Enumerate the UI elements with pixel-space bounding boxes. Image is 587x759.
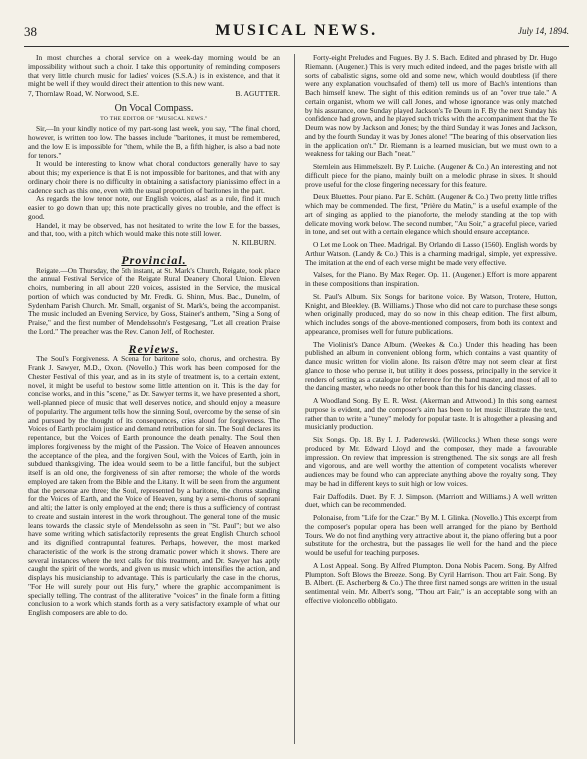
letter-signature	[28, 90, 280, 99]
page-number: 38	[24, 24, 37, 39]
section-subheading: TO THE EDITOR OF "MUSICAL NEWS."	[100, 115, 208, 122]
letter-author: B. AGUTTER.	[235, 89, 280, 98]
review-paragraph: Six Songs. Op. 18. By I. J. Paderewski. (Willcocks.) When these songs were produced by Mr. Edward Lloyd and the composer, they made a favourable impression. On review that impression is strengthened. The six songs are all fresh and vigorous, and are well worthy the attention of competent vocalists wherever audiences may be found who can appreciate anything above the royalty song. They may be had in different keys to suit high or low voices.	[305, 435, 557, 488]
section-heading: On Vocal Compass.	[114, 102, 194, 114]
letter-paragraph: In most churches a choral service on a week-day morning would be an impossibility without such a choir. I take this opportunity of reminding composers that very little church music for ladies' voices (S.S.A.) is in existence, and that it might be well if they would direct their attention to this new want.	[28, 53, 280, 89]
review-paragraph: Valses, for the Piano. By Max Reger. Op. 11. (Augener.) Effort is more apparent in these compositions than inspiration.	[305, 270, 557, 288]
section-heading-reviews: Reviews.	[128, 341, 180, 356]
column-divider	[294, 54, 295, 744]
review-paragraph: A Lost Appeal. Song. By Alfred Plumpton. Dona Nobis Pacem. Song. By Alfred Plumpton. Soft Blows the Breeze. Song. By Cyril Harrison. Thou art Fair. Song. By B. Albert. (E. Ascherberg & Co.) The three first named songs are written in the usual sentimental vein. Mr. Albert's song, "Thou art Fair," is an acceptable song with an effective violoncello obbligato.	[305, 560, 557, 605]
letter-paragraph: Sir,—In your kindly notice of my part-song last week, you say, "The final chord, however, is written too low. The basses include "baritones, it must be remembered, and the low E is impossible for "them, while the B, a fifth higher, is also a bad note for tenors."	[28, 124, 280, 160]
section-heading-provincial: Provincial.	[121, 252, 187, 267]
review-paragraph: The Soul's Forgiveness. A Scena for baritone solo, chorus, and orchestra. By Frank J. Sawyer, M.D., Oxon. (Novello.) This work has been composed for the Chester Festival of this year, and as in its style of treatment is, to a certain extent, novel, it might be useful to bestow some little attention on it. This is the day for concise works, and in this "scene," as Dr. Sawyer terms it, we have presented a short, well-planned piece of music that well deserves notice, and should enjoy a measure of popularity. The argument tells how the sinning Soul, overcome by the sense of sin and pursued by the thought of its consequences, cries aloud for forgiveness. The Voices of Earth proclaim justice and demand retribution for sin. The Soul declares its repentance, but the Voices of Earth pronounce the death penalty. The Soul then implores forgiveness by the might of the Passion. The Voice of Heaven announces the acceptance of the plea, and the forgiven Soul, with the Voices of Earth, join in subdued thanksgiving. The idea would seem to be a little fanciful, but the subject itself is an old one, the forgiveness of sin after remorse; the whole of the words employed are taken from the Bible and the Litany. It will be seen from the argument that the personæ are three; the Soul, represented by a baritone, the chorus standing for the Voices of Earth, and the Voice of Heaven, sung by a semi-chorus of soprani and alti; the latter is only employed at the end; there is thus a sufficiency of contrast to create and sustain interest in the work throughout. The general tone of the music leans towards the classic style of Mendelssohn as seen in "St. Paul"; but we also have some writing which satisfactorily represents the great English Church school and its dignified contrapuntal features. Perhaps, however, the most marked characteristic of the work is the strong dramatic power which it shows. There are several instances where the text calls for this treatment, and Dr. Sawyer has aptly caught the spirit of the words, and given us music which intensifies the action, and displays his musicianship to advantage. This is particularly the case in the chorus, "For He will surely pour out His fury," where the graphic accompaniment is specially telling. The contrast of the alliterative "voices" in the finale form a fitting conclusion to a work which stands forth as a very satisfactory example of what our English composers are able to do.	[28, 354, 280, 617]
masthead-title: MUSICAL NEWS.	[215, 22, 378, 39]
review-paragraph: Deux Bluettes. Pour piano. Par E. Schütt. (Augener & Co.) Two pretty little trifles which may be commended. The first, "Prière du Matin," is a useful example of the art of singing as applied to the pianoforte, the melody standing at the top with delicate moving work below. The second number, "Au Soir," a graceful piece, varied in tone, and set out with a certain elegance which should ensure acceptance.	[305, 192, 557, 237]
header-rule	[24, 46, 569, 47]
review-paragraph: The Violinist's Dance Album. (Weekes & Co.) Under this heading has been published an album in convenient oblong form, which contains a vast quantity of dance music written for violin alone. Its raison d'être may not seem clear at first glance to those who peruse it, but utility it does possess, principally in the service it renders of setting as a catalogue for reference for the band master, and most of all to the dancing master, who needs no other book than this for his dancing classes.	[305, 339, 557, 393]
review-paragraph: Fair Daffodils. Duet. By F. J. Simpson. (Marriott and Williams.) A well written duet, which can be recommended.	[305, 491, 557, 510]
right-column	[305, 54, 557, 606]
letter-paragraph: Handel, it may be observed, has not hesitated to write the low E for the basses, and that, too, with a pitch which would make this note still lower.	[28, 220, 280, 239]
review-paragraph: O Let me Look on Thee. Madrigal. By Orlando di Lasso (1560). English words by Arthur Watson. (Landy & Co.) This is a charming madrigal, simple, yet expressive. The imitation at the end of each verse might be made very effective.	[305, 240, 557, 267]
letter-address: 7, Thornlaw Road, W. Norwood, S.E.	[28, 89, 139, 98]
letter-paragraph: As regards the low tenor note, our English voices, alas! as a rule, find it much easier to go down than up; this note practically gives no trouble, and the effect is good.	[28, 194, 280, 221]
letter-author: N. KILBURN.	[232, 238, 276, 247]
review-paragraph: Sternlein aus Himmelszelt. By P. Luiche. (Augener & Co.) An interesting and not difficult piece for the piano, mainly built on a melodic phrase in sixes. It should prove useful for the close fingering necessary for this feature.	[305, 162, 557, 189]
review-paragraph: Polonaise, from "Life for the Czar." By M. I. Glinka. (Novello.) This excerpt from the composer's popular opera has been well arranged for the piano by Berthold Tours. We do not find anything very attractive about it, the piano offering but a poor substitute for the orchestra, but the passages lie well for the hand and the piece would be useful for teaching purposes.	[305, 513, 557, 557]
left-column	[28, 54, 280, 618]
letter-paragraph: It would be interesting to know what choral conductors generally have to say about this; my experience is that E is not impossible for baritones, and that with any ordinary choir there is no difficulty in obtaining a satisfactory pianissimo effect in a cadence such as this one, even with the usual proportion of baritones in the part.	[28, 159, 280, 195]
issue-date: July 14, 1894.	[518, 26, 569, 36]
page-header	[24, 24, 569, 44]
review-paragraph: St. Paul's Album. Six Songs for baritone voice. By Watson, Trotere, Hutton, Knight, and Bleekley. (B. Williams.) Those who did not care to purchase these songs when originally produced, may do so now in this cheap edition. The first album, which includes songs of the above-mentioned composers, from both its context and appearance, promises well for future publications.	[305, 291, 557, 336]
review-paragraph: Forty-eight Preludes and Fugues. By J. S. Bach. Edited and phrased by Dr. Hugo Riemann. (Augener.) This is very much edited indeed, and the pages bristle with all sorts of cabalistic signs, some old and some new, which would doubtless (if there were any explanation vouchsafed of them) tell us more of Bach's intentions than Bach himself knew. The sight of this edition reminds us of an "over true tale." A certain organist, whom we will call Jones, and whose ignorance was only matched by his assurance, one Sunday played Jackson's Te Deum in F. By the next Sunday his confidence had grown, and he played such tricks with the accompaniment that the Te Deum was now by Jackson and Jones; by the third Sunday it was Jones and Jackson, and by the fourth Sunday it was by Jones alone! "The bearing of this observation lies in the application on't." Dr. Riemann is a learned musician, but we must own to a weakness for taking our Bach "neat."	[305, 53, 557, 159]
news-paragraph: Reigate.—On Thursday, the 5th instant, at St. Mark's Church, Reigate, took place the annual Festival Service of the Reigate Rural Deanery Choral Union. Eleven choirs, numbering in all about 220 voices, assisted in the Service, the musical portion of which was conducted by Mr. Fredk. G. Shinn, Mus. Bac., Dunelm, of Sydenham Parish Church. Mr. Small, organist of St. Mark's, being the accompanist. The music included an Evening Service, by Goss, Stainer's anthem, "Sing a Song of Praise," and the first number of Mendelssohn's Festgesang, "Let all creation Praise the Lord." The preacher was the Rev. Canon Jelf, of Rochester.	[28, 265, 280, 336]
review-paragraph: A Woodland Song. By E. R. West. (Akerman and Attwood.) In this song earnest purpose is evident, and the composer's aim has been to let music illustrate the text, rather than to write a "tuney" melody for popular taste. It is altogether a pleasing and musicianly production.	[305, 396, 557, 432]
